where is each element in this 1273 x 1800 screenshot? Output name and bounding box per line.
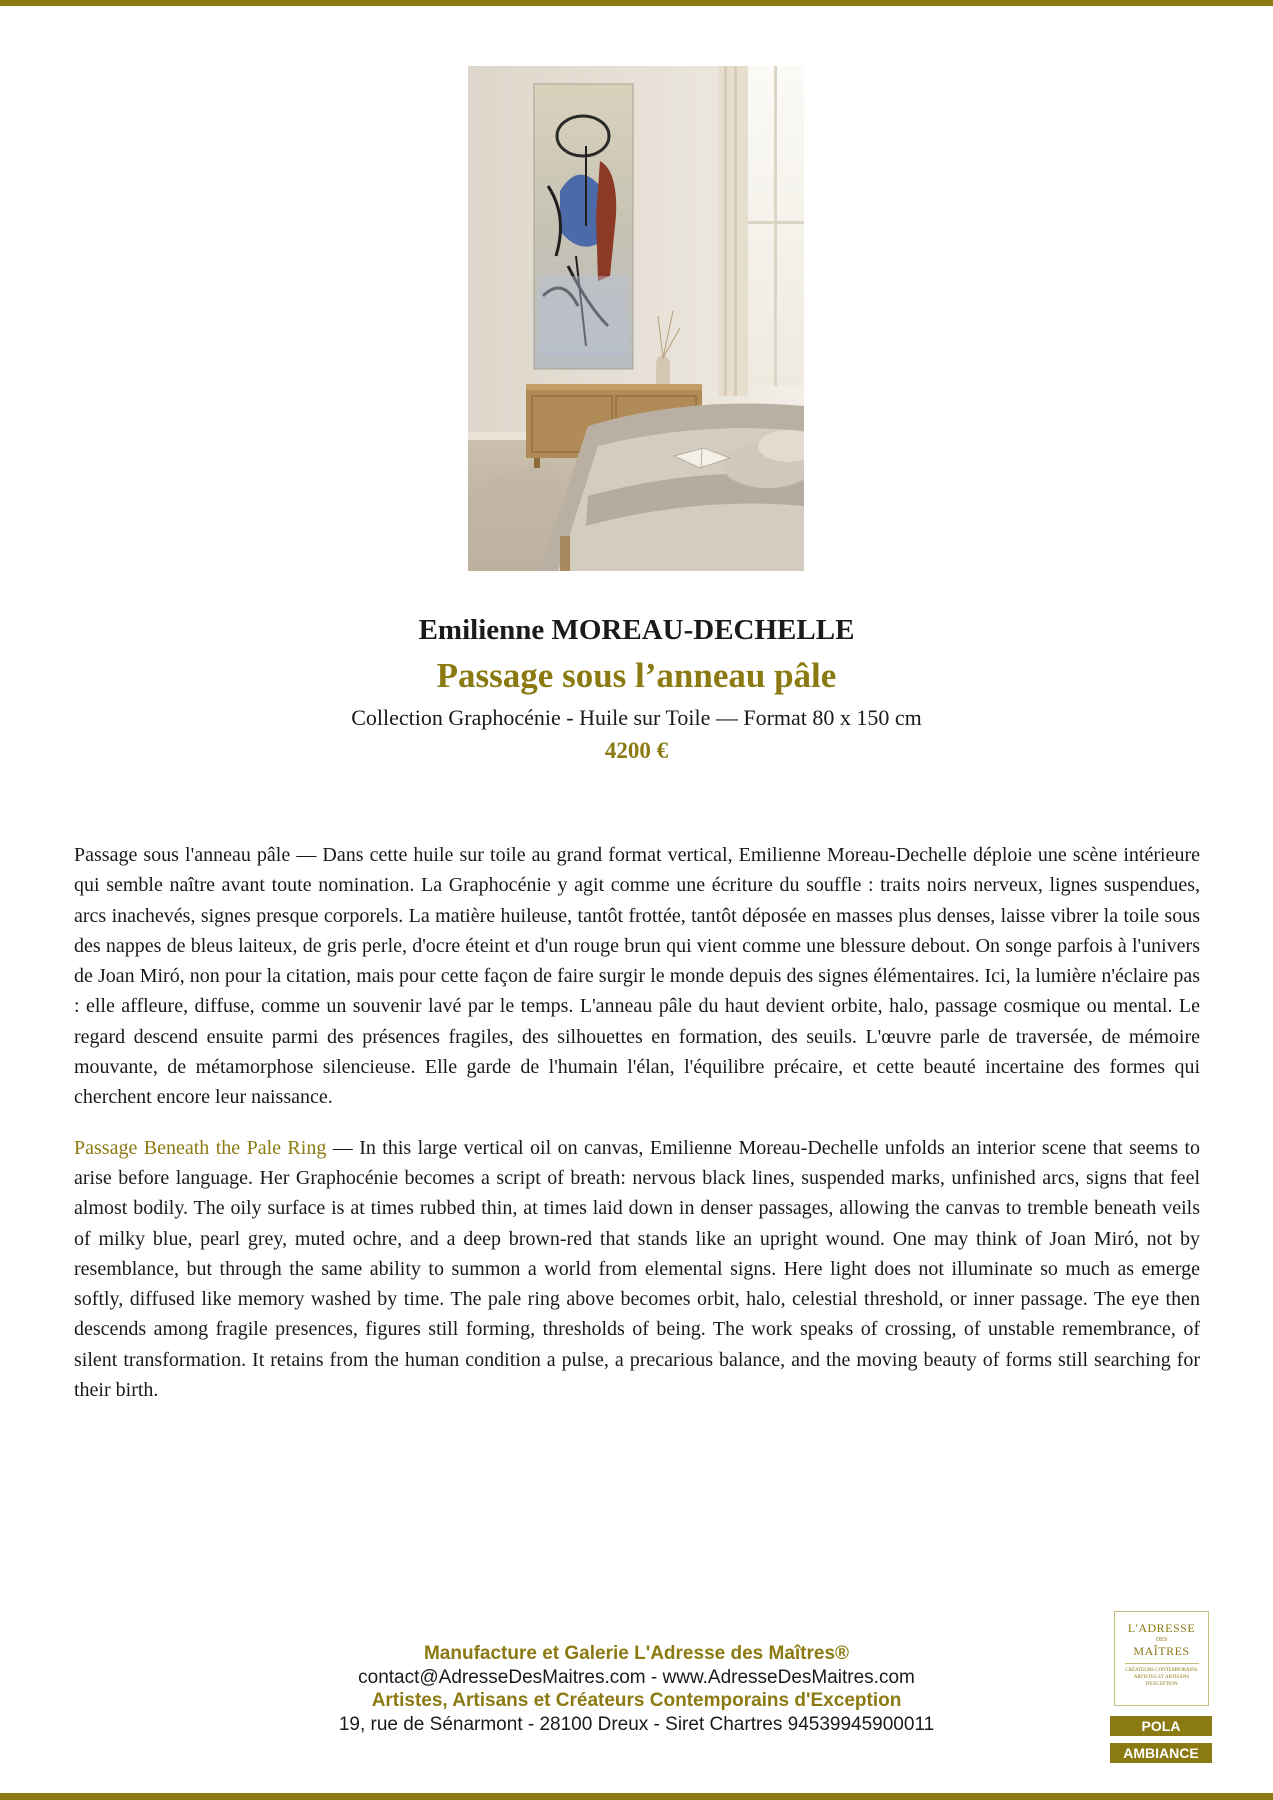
footer-company: Manufacture et Galerie L'Adresse des Maîtres® xyxy=(423,1643,850,1664)
footer-contact: contact@AdresseDesMaitres.com - www.AdresseDesMaitres.com xyxy=(358,1666,915,1688)
gallery-logo xyxy=(1114,1611,1209,1706)
description-en xyxy=(74,1133,1200,1406)
description-en-text: — In this large vertical oil on canvas, Emilienne Moreau-Dechelle unfolds an interior scene that seems to arise before language. Her Graphocénie becomes a script of breath: nervous black lines, suspended marks, unfinished arcs, signs that feel almost bodily. The oily surface is at times rubbed thin, at times laid down in denser passages, allowing the canvas to tremble beneath veils of milky blue, pearl grey, muted ochre, and a deep brown-red that stands like an upright wound. One may think of Joan Miró, not by resemblance, but through the same ability to summon a world from elemental signs. Here light does not illuminate so much as emerge softly, diffused like memory washed by time. The pale ring above becomes orbit, halo, celestial threshold, or inner passage. The eye then descends among fragile presences, figures still forming, thresholds of being. The work speaks of crossing, of unstable remembrance, of silent transformation. It retains from the human condition a pulse, a precarious balance, and the moving beauty of forms still searching for their birth. xyxy=(74,1136,1200,1402)
footer-tagline: Artistes, Artisans et Créateurs Contemporains d'Exception xyxy=(371,1690,902,1711)
artwork-room-photo xyxy=(468,66,804,571)
artwork-title: Passage sous l’anneau pâle xyxy=(436,656,837,695)
logo-line-2: DES xyxy=(1155,1637,1168,1643)
logo-divider xyxy=(1125,1663,1199,1664)
footer-address: 19, rue de Sénarmont - 28100 Dreux - Siret Chartres 94539945900011 xyxy=(338,1713,935,1735)
logo-line-1: L'ADRESSE xyxy=(1127,1621,1196,1635)
artwork-details: Collection Graphocénie - Huile sur Toile — Format 80 x 150 cm xyxy=(351,705,922,730)
artist-name: Emilienne MOREAU-DECHELLE xyxy=(418,614,855,646)
bottom-border xyxy=(0,1793,1273,1800)
artwork-price: 4200 € xyxy=(604,738,669,763)
description xyxy=(74,840,1200,1425)
top-border xyxy=(0,0,1273,6)
footer xyxy=(0,1642,1273,1736)
logo-line-3: MAÎTRES xyxy=(1133,1644,1190,1658)
tag-ambiance: AMBIANCE xyxy=(1110,1743,1212,1763)
description-fr: Passage sous l'anneau pâle — Dans cette huile sur toile au grand format vertical, Emilienne Moreau-Dechelle déploie une scène intérieure qui semble naître avant toute nomination. La Graphocénie y agit comme une écriture du souffle : traits noirs nerveux, lignes suspendues, arcs inachevés, signes presque corporels. La matière huileuse, tantôt frottée, tantôt déposée en masses plus denses, laisse vibrer la toile sous des nappes de bleus laiteux, de gris perle, d'ocre éteint et d'un rouge brun qui vient comme une blessure debout. On songe parfois à l'univers de Joan Miró, non pour la citation, mais pour cette façon de faire surgir le monde depuis des signes élémentaires. Ici, la lumière n'éclaire pas : elle affleure, diffuse, comme un souvenir lavé par le temps. L'anneau pâle du haut devient orbite, halo, passage cosmique ou mental. Le regard descend ensuite parmi des présences fragiles, des silhouettes en formation, des seuils. L'œuvre parle de traversée, de mémoire mouvante, de métamorphose silencieuse. Elle garde de l'humain l'élan, l'équilibre précaire, et cette beauté incertaine des formes qui cherchent encore leur naissance. xyxy=(74,844,1200,1109)
tag-pola: POLA xyxy=(1110,1716,1212,1736)
description-en-title: Passage Beneath the Pale Ring xyxy=(74,1136,327,1159)
logo-line-4: CRÉATEURS CONTEMPORAINS ARTISTES ET ARTISANS D'EXCEPTION xyxy=(1125,1668,1198,1687)
